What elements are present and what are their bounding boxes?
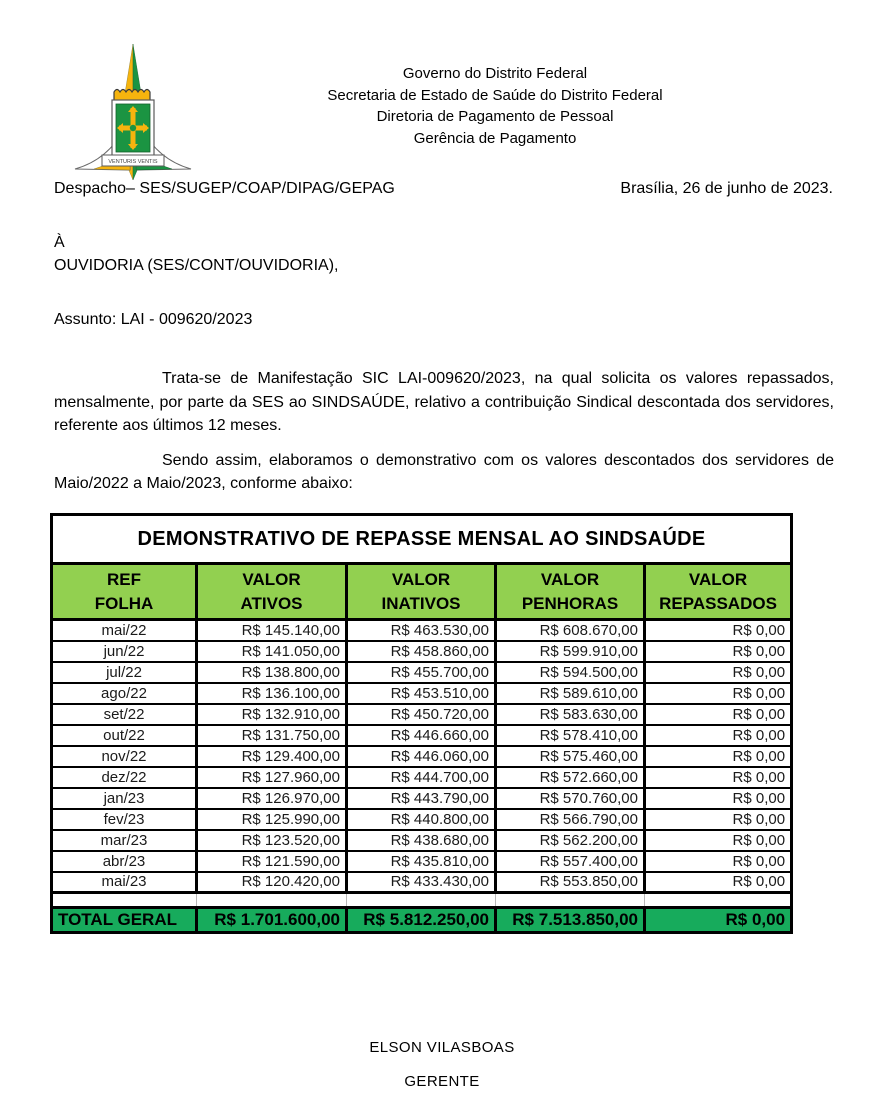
total-label: TOTAL GERAL: [52, 908, 197, 933]
col-header-ref-folha: REF FOLHA: [52, 564, 197, 620]
signer-role: GERENTE: [404, 1073, 480, 1090]
table-row: jun/22 R$ 141.050,00 R$ 458.860,00 R$ 599.910,00 R$ 0,00: [52, 641, 792, 662]
signer-name: ELSON VILASBOAS: [369, 1039, 515, 1056]
org-header: [100, 63, 890, 149]
col-header-valor-repassados: VALOR REPASSADOS: [645, 564, 792, 620]
total-row: [52, 908, 792, 933]
dispatch-date: Brasília, 26 de junho de 2023.: [620, 180, 833, 197]
signature-block: [0, 1039, 884, 1090]
org-line-management: Gerência de Pagamento: [413, 129, 577, 147]
table-row: nov/22 R$ 129.400,00 R$ 446.060,00 R$ 575.460,00 R$ 0,00: [52, 746, 792, 767]
org-line-government: Governo do Distrito Federal: [402, 65, 588, 82]
table-row: fev/23 R$ 125.990,00 R$ 440.800,00 R$ 566.790,00 R$ 0,00: [52, 809, 792, 830]
repasse-table: [50, 513, 793, 934]
table-row: mai/23 R$ 120.420,00 R$ 433.430,00 R$ 553.850,00 R$ 0,00: [52, 872, 792, 893]
org-line-secretariat: Secretaria de Estado de Saúde do Distrito Federal: [327, 86, 663, 104]
logo-motto-text: VENTURIS VENTIS: [108, 159, 158, 165]
total-repassados: R$ 0,00: [645, 908, 792, 933]
table-row: jan/23 R$ 126.970,00 R$ 443.790,00 R$ 570.760,00 R$ 0,00: [52, 788, 792, 809]
col-header-valor-inativos: VALOR INATIVOS: [347, 564, 496, 620]
paragraph-1: Trata-se de Manifestação SIC LAI-009620/2023, na qual solicita os valores repassados, mensalmente, por parte da SES ao SINDSAÚDE, relativo a contribuição Sindical descontada dos servidores, referente aos últimos 12 meses.: [54, 370, 834, 434]
body-text: [54, 367, 834, 507]
table-row: ago/22 R$ 136.100,00 R$ 453.510,00 R$ 589.610,00 R$ 0,00: [52, 683, 792, 704]
table-row: mar/23 R$ 123.520,00 R$ 438.680,00 R$ 562.200,00 R$ 0,00: [52, 830, 792, 851]
table-row: jul/22 R$ 138.800,00 R$ 455.700,00 R$ 594.500,00 R$ 0,00: [52, 662, 792, 683]
table-row: mai/22 R$ 145.140,00 R$ 463.530,00 R$ 608.670,00 R$ 0,00: [52, 620, 792, 641]
recipient-name: OUVIDORIA (SES/CONT/OUVIDORIA),: [54, 257, 339, 274]
col-header-valor-penhoras: VALOR PENHORAS: [496, 564, 645, 620]
table-row: dez/22 R$ 127.960,00 R$ 444.700,00 R$ 572.660,00 R$ 0,00: [52, 767, 792, 788]
total-ativos: R$ 1.701.600,00: [197, 908, 347, 933]
table-header-row: [52, 564, 792, 620]
dispatch-row: [54, 180, 833, 198]
recipient-block: [54, 231, 338, 277]
table-row: set/22 R$ 132.910,00 R$ 450.720,00 R$ 583.630,00 R$ 0,00: [52, 704, 792, 725]
spacer-row: [52, 893, 792, 908]
table-title: DEMONSTRATIVO DE REPASSE MENSAL AO SINDSAÚDE: [52, 515, 792, 564]
table-title-row: [52, 515, 792, 564]
total-inativos: R$ 5.812.250,00: [347, 908, 496, 933]
paragraph-2: Sendo assim, elaboramos o demonstrativo com os valores descontados dos servidores de Maio/2022 a Maio/2023, conforme abaixo:: [54, 451, 834, 492]
subject-line: Assunto: LAI - 009620/2023: [54, 311, 253, 328]
table-row: out/22 R$ 131.750,00 R$ 446.660,00 R$ 578.410,00 R$ 0,00: [52, 725, 792, 746]
dispatch-reference: Despacho– SES/SUGEP/COAP/DIPAG/GEPAG: [54, 180, 395, 197]
total-penhoras: R$ 7.513.850,00: [496, 908, 645, 933]
org-line-directorate: Diretoria de Pagamento de Pessoal: [376, 108, 614, 125]
table-container: [50, 513, 793, 934]
col-header-valor-ativos: VALOR ATIVOS: [197, 564, 347, 620]
recipient-salutation: À: [54, 234, 65, 251]
table-row: abr/23 R$ 121.590,00 R$ 435.810,00 R$ 557.400,00 R$ 0,00: [52, 851, 792, 872]
